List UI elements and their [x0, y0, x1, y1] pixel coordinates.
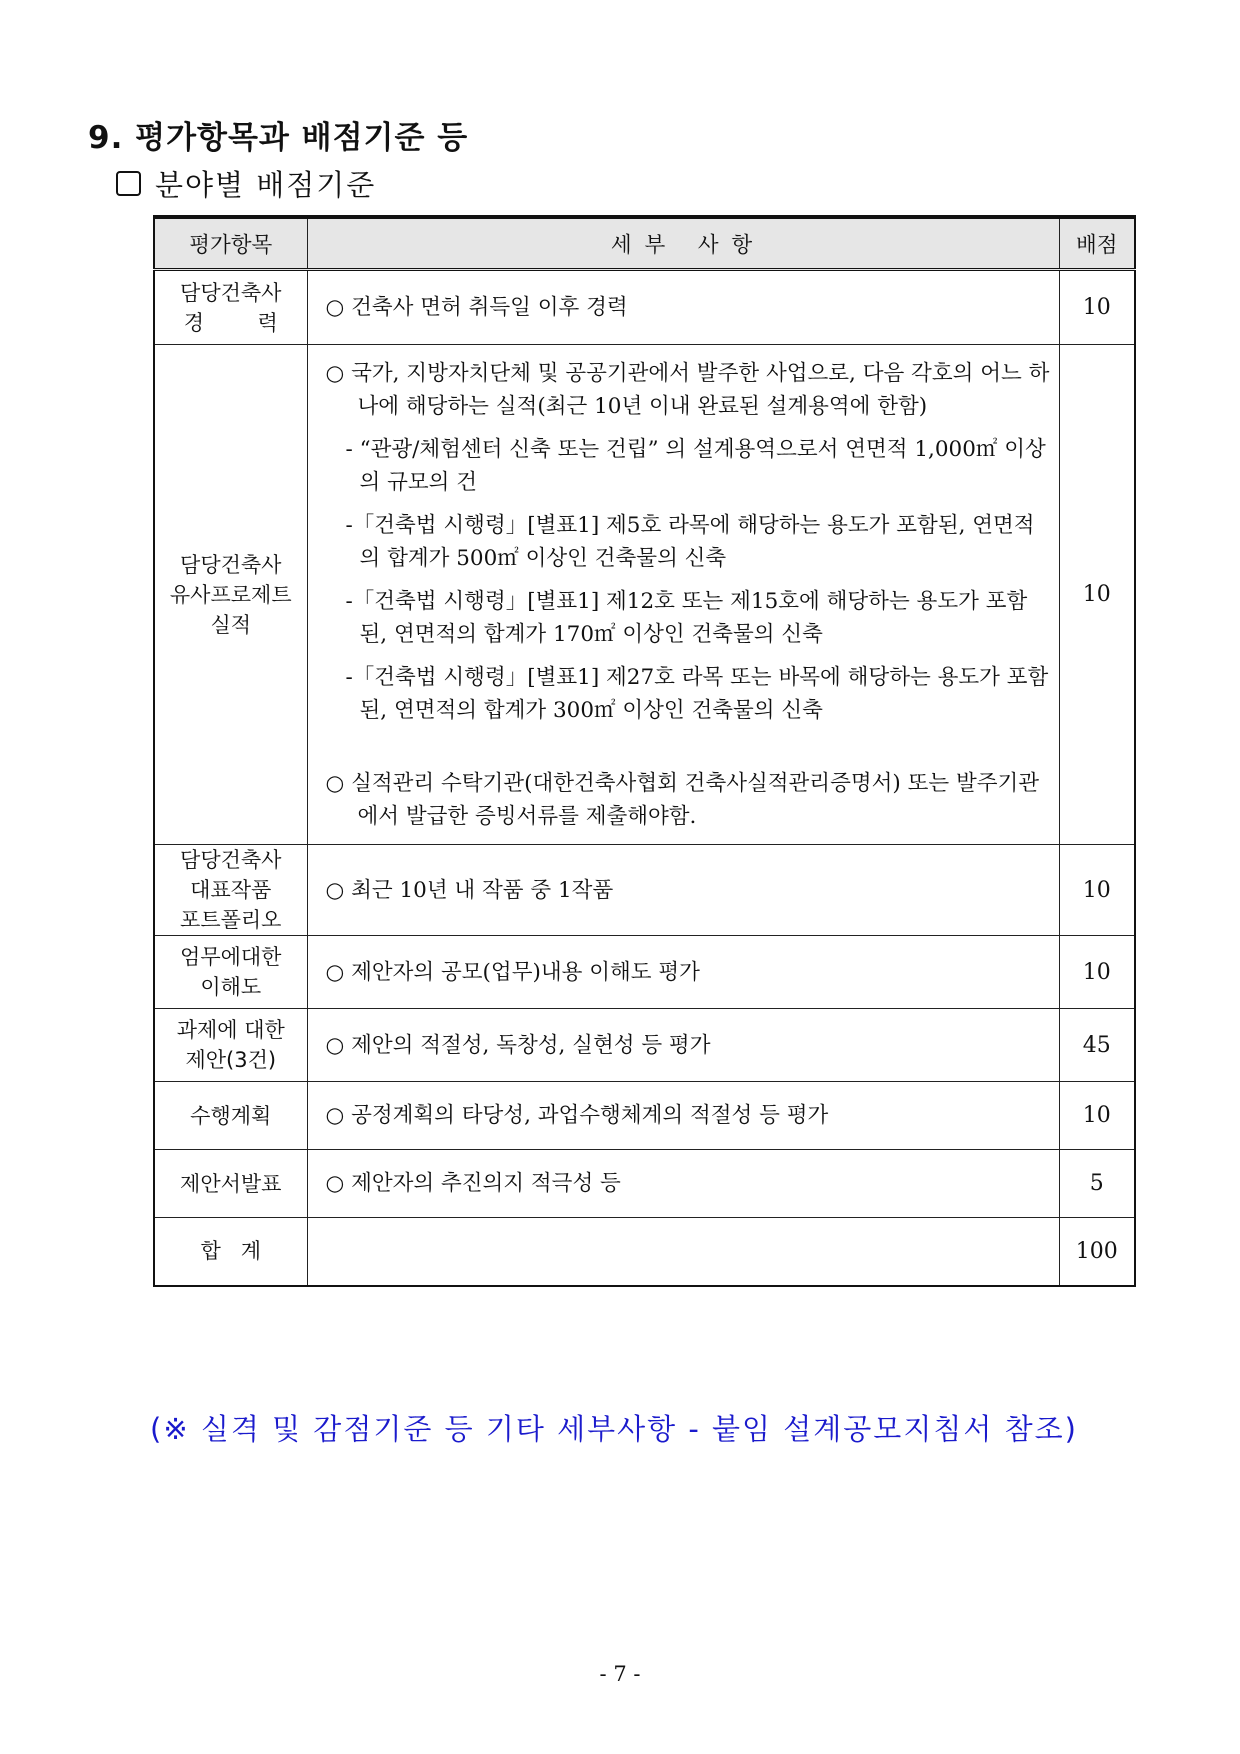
table-row: [154, 345, 1135, 845]
checkbox-icon: [116, 171, 141, 196]
row-details: [307, 1150, 1059, 1218]
section-title: 9. 평가항목과 배점기준 등: [88, 120, 469, 156]
footnote: (※ 실격 및 감점기준 등 기타 세부사항 - 붙임 설계공모지침서 참조): [150, 1412, 1078, 1446]
category-line: 유사프로제트: [169, 582, 292, 607]
table-row: [154, 1009, 1135, 1082]
row-category: [154, 270, 307, 345]
detail-item: ○ 실적관리 수탁기관(대한건축사협회 건축사실적관리증명서) 또는 발주기관에서 발급한 증빙서류를 제출해야함.: [325, 770, 1040, 829]
detail-item: ○ 제안자의 추진의지 적극성 등: [325, 1171, 621, 1196]
detail-subitem: -「건축법 시행령」[별표1] 제5호 라목에 해당하는 용도가 포함된, 연면적의 합계가 500㎡ 이상인 건축물의 신축: [345, 512, 1035, 571]
table-row: [154, 1082, 1135, 1150]
total-label: 합 계: [154, 1218, 307, 1286]
category-line: 담당건축사: [180, 552, 282, 577]
row-details: [307, 1082, 1059, 1150]
header-details: 세 부 사 항: [307, 217, 1059, 270]
category-line: 담당건축사: [180, 280, 282, 305]
total-details-empty: [307, 1218, 1059, 1286]
row-category: [154, 345, 307, 845]
header-score: 배점: [1059, 217, 1135, 270]
category-line: 포트폴리오: [180, 908, 282, 932]
detail-subitem: - “관광/체험센터 신축 또는 건립” 의 설계용역으로서 연면적 1,000㎡ 이상의 규모의 건: [345, 436, 1046, 495]
category-line: 수행계획: [190, 1103, 272, 1128]
table-row: [154, 270, 1135, 345]
detail-subitem: -「건축법 시행령」[별표1] 제12호 또는 제15호에 해당하는 용도가 포함된, 연면적의 합계가 170㎡ 이상인 건축물의 신축: [345, 588, 1028, 647]
row-category: [154, 1009, 307, 1082]
row-category: [154, 1150, 307, 1218]
category-line: 대표작품: [190, 878, 272, 902]
detail-item: ○ 최근 10년 내 작품 중 1작품: [325, 877, 614, 903]
row-details: [307, 1009, 1059, 1082]
table-header-row: [154, 217, 1135, 270]
category-line: 엄무에대한: [180, 945, 282, 969]
row-details: [307, 845, 1059, 936]
row-score: 10: [1059, 345, 1135, 845]
row-category: [154, 936, 307, 1009]
row-category: [154, 1082, 307, 1150]
row-score: 10: [1059, 270, 1135, 345]
category-line: 제안서발표: [180, 1171, 282, 1196]
category-line: 이해도: [200, 975, 262, 999]
row-score: 10: [1059, 1082, 1135, 1150]
subtitle-text: 분야별 배점기준: [155, 168, 377, 202]
category-line: 경 력: [183, 310, 278, 335]
category-line: 과제에 대한: [176, 1018, 285, 1042]
table-row: [154, 1150, 1135, 1218]
row-details: [307, 936, 1059, 1009]
table-row: [154, 845, 1135, 936]
total-score: 100: [1059, 1218, 1135, 1286]
detail-subitem: -「건축법 시행령」[별표1] 제27호 라목 또는 바목에 해당하는 용도가 포함된, 연면적의 합계가 300㎡ 이상인 건축물의 신축: [345, 664, 1049, 723]
row-score: 10: [1059, 845, 1135, 936]
table-row: [154, 936, 1135, 1009]
category-line: 담당건축사: [180, 848, 282, 872]
header-category: 평가항목: [154, 217, 307, 270]
category-line: 제안(3건): [185, 1048, 277, 1072]
subtitle: [116, 163, 376, 204]
page-number: - 7 -: [599, 1662, 641, 1686]
row-details: [307, 270, 1059, 345]
row-score: 5: [1059, 1150, 1135, 1218]
row-score: 10: [1059, 936, 1135, 1009]
row-details: [307, 345, 1059, 845]
scoring-table: [153, 215, 1136, 1287]
detail-item: ○ 건축사 면허 취득일 이후 경력: [325, 295, 628, 320]
total-row: [154, 1218, 1135, 1286]
row-score: 45: [1059, 1009, 1135, 1082]
row-category: [154, 845, 307, 936]
detail-item: ○ 공정계획의 타당성, 과업수행체계의 적절성 등 평가: [325, 1103, 829, 1128]
detail-item: ○ 제안자의 공모(업무)내용 이해도 평가: [325, 959, 700, 985]
detail-item: ○ 제안의 적절성, 독창성, 실현성 등 평가: [325, 1032, 711, 1058]
detail-item: ○ 국가, 지방자치단체 및 공공기관에서 발주한 사업으로, 다음 각호의 어느 하나에 해당하는 실적(최근 10년 이내 완료된 설계용역에 한함): [325, 360, 1050, 419]
category-line: 실적: [210, 612, 252, 637]
